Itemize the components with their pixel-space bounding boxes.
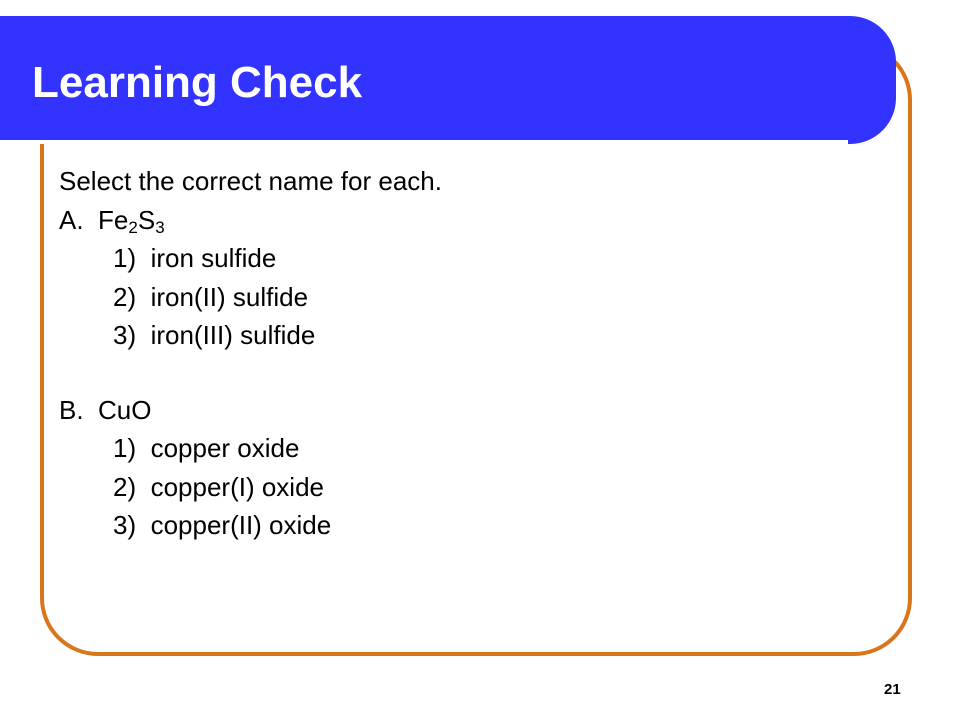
- slide-number: 21: [884, 681, 901, 698]
- question-a-option-2: 2) iron(II) sulfide: [113, 281, 309, 312]
- question-b-formula: CuO: [98, 394, 152, 425]
- slide-content: [59, 162, 879, 545]
- question-a-option-3: 3) iron(III) sulfide: [113, 320, 316, 350]
- question-a-heading: [59, 201, 879, 240]
- spacer: [59, 355, 879, 391]
- question-a-option-1: 1) iron sulfide: [113, 243, 277, 273]
- question-b-label: B.: [59, 394, 84, 425]
- title-bar: [0, 16, 896, 144]
- question-b-option-2: 2) copper(I) oxide: [113, 471, 324, 502]
- question-prompt: Select the correct name for each.: [59, 166, 442, 196]
- question-b-option-3: 3) copper(II) oxide: [113, 510, 332, 540]
- question-b-heading: [59, 391, 879, 430]
- question-b-option-1: 1) copper oxide: [113, 433, 300, 463]
- slide-title: Learning Check: [32, 58, 363, 107]
- question-a-label: A.: [59, 204, 84, 235]
- question-a-formula: $Fe_2S_3$: [98, 204, 165, 237]
- title-underline: [0, 140, 848, 144]
